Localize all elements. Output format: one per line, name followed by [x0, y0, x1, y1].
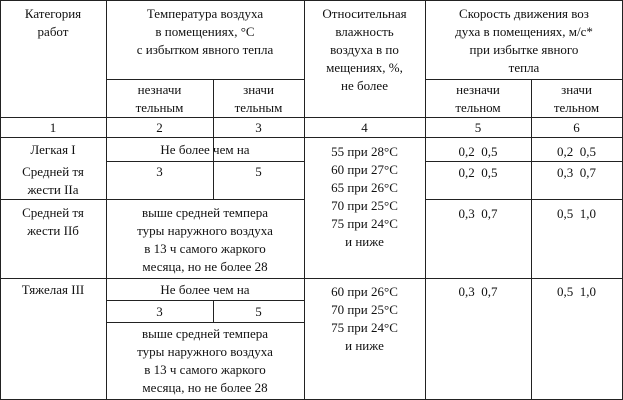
- rule-left: [0, 0, 1, 400]
- subheader-temp-insignificant: незначи тельным: [135, 82, 184, 115]
- rule-header-bottom: [0, 117, 623, 118]
- rule-heavy-temp1: [106, 300, 304, 301]
- humidity-list: 55 при 28°С 60 при 27°С 65 при 26°С 70 при 25°С 75 при 24°С и ниже: [331, 144, 398, 249]
- header-humidity: Относительная влажность воздуха в по мещениях, %, не более: [322, 6, 407, 93]
- category-heavy: Тяжелая III: [21, 282, 85, 297]
- temp-above-average: выше средней темпера туры наружного воздуха в 13 ч самого жаркого месяца, но не более 28: [137, 205, 273, 274]
- temp-above-average: выше средней темпера туры наружного воздуха в 13 ч самого жаркого месяца, но не более 28: [137, 326, 273, 395]
- col-number: 6: [573, 120, 580, 135]
- subheader-speed-insignificant: незначи тельном: [455, 82, 501, 115]
- temp-value-significant: 5: [255, 164, 262, 179]
- speed-medium-b-insignificant: 0,3 0,7: [458, 206, 498, 221]
- rule-subheader-speed: [425, 79, 623, 80]
- humidity-list: 60 при 26°С 70 при 25°С 75 при 24°С и ниже: [331, 284, 398, 353]
- rule-heavy-temp2: [106, 322, 304, 323]
- col-number: 4: [361, 120, 368, 135]
- temp-value-significant: 5: [255, 304, 262, 319]
- speed-medium-a-significant: 0,3 0,7: [557, 165, 596, 180]
- subheader-temp-significant: значи тельным: [234, 82, 283, 115]
- speed-medium-b-significant: 0,5 1,0: [557, 206, 596, 221]
- header-category: Категория работ: [24, 6, 82, 39]
- rule-top: [0, 0, 623, 1]
- rule-colnum-bottom: [0, 137, 623, 138]
- temp-value-insignificant: 3: [156, 164, 163, 179]
- col-number: 1: [49, 120, 57, 135]
- col-number: 5: [474, 120, 482, 135]
- col-number: 2: [156, 120, 163, 135]
- speed-heavy-significant: 0,5 1,0: [557, 284, 596, 299]
- subheader-speed-significant: значи тельном: [553, 82, 600, 115]
- rule-light-speed: [425, 161, 623, 162]
- speed-light-significant: 0,2 0,5: [557, 144, 596, 159]
- rule-ma-speed: [425, 199, 623, 200]
- temp-not-more-than: Не более чем на: [160, 142, 250, 157]
- category-light: Легкая I: [30, 142, 76, 157]
- speed-heavy-insignificant: 0,3 0,7: [458, 284, 498, 299]
- rule-light-temp: [106, 161, 304, 162]
- speed-light-insignificant: 0,2 0,5: [458, 144, 498, 159]
- col-number: 3: [255, 120, 262, 135]
- category-medium-a: Средней тя жести IIа: [22, 164, 84, 197]
- header-air-speed: Скорость движения воз духа в помещениях, м/с* при избытке явного тепла: [455, 6, 593, 75]
- speed-medium-a-insignificant: 0,2 0,5: [458, 165, 498, 180]
- rule-ma-left: [0, 199, 304, 200]
- rule-subheader: [106, 79, 304, 80]
- temp-not-more-than: Не более чем на: [160, 282, 250, 297]
- category-medium-b: Средней тя жести IIб: [22, 205, 84, 238]
- rule-group-divider: [0, 278, 623, 279]
- temp-value-insignificant: 3: [156, 304, 163, 319]
- header-temperature: Температура воздуха в помещениях, °С с избытком явного тепла: [136, 6, 274, 57]
